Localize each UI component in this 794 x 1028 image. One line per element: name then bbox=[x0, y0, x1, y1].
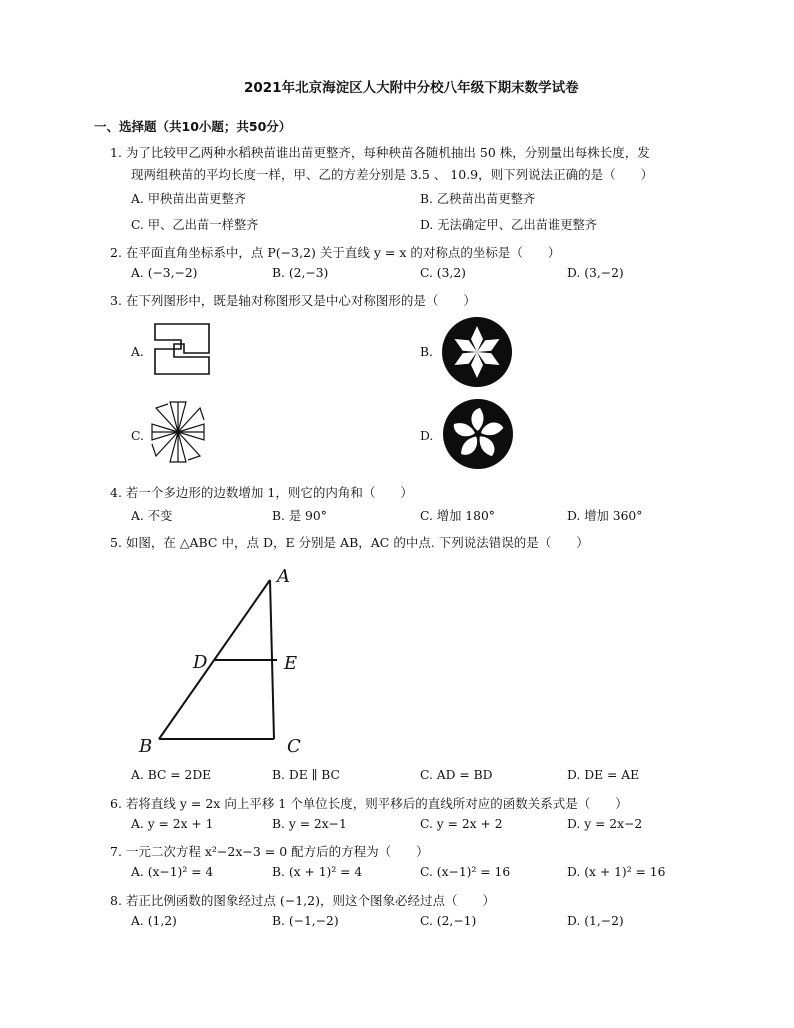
q2-option-c[interactable]: C. (3,2) bbox=[420, 266, 466, 280]
q7-option-b[interactable]: B. (x + 1)² = 4 bbox=[272, 865, 363, 879]
q8-option-c[interactable]: C. (2,−1) bbox=[420, 914, 477, 928]
q5-option-c[interactable]: C. AD = BD bbox=[420, 768, 493, 782]
q3-figure-d bbox=[441, 398, 517, 472]
q3-option-d-label[interactable]: D. bbox=[420, 429, 434, 443]
question-7: 7. 一元二次方程 x²−2x−3 = 0 配方后的方程为（ ） bbox=[110, 844, 429, 859]
section-heading: 一、选择题（共10小题；共50分） bbox=[94, 119, 292, 134]
q2-option-d[interactable]: D. (3,−2) bbox=[567, 266, 624, 280]
vertex-c-label: C bbox=[287, 736, 301, 757]
q3-option-c-label[interactable]: C. bbox=[131, 429, 144, 443]
q3-option-a-label[interactable]: A. bbox=[131, 345, 144, 359]
question-4: 4. 若一个多边形的边数增加 1，则它的内角和（ ） bbox=[110, 485, 413, 500]
vertex-d-label: D bbox=[193, 652, 208, 673]
question-5: 5. 如图，在 △ABC 中，点 D，E 分别是 AB，AC 的中点. 下列说法错误的是（ ） bbox=[110, 535, 589, 550]
q4-option-c[interactable]: C. 增加 180° bbox=[420, 509, 495, 523]
vertex-a-label: A bbox=[277, 566, 290, 587]
q6-option-a[interactable]: A. y = 2x + 1 bbox=[131, 817, 214, 831]
q8-option-b[interactable]: B. (−1,−2) bbox=[272, 914, 339, 928]
q4-option-d[interactable]: D. 增加 360° bbox=[567, 509, 643, 523]
q4-option-a[interactable]: A. 不变 bbox=[131, 509, 173, 523]
q5-option-b[interactable]: B. DE ∥ BC bbox=[272, 768, 340, 782]
q6-option-d[interactable]: D. y = 2x−2 bbox=[567, 817, 643, 831]
q7-option-d[interactable]: D. (x + 1)² = 16 bbox=[567, 865, 666, 879]
q5-option-a[interactable]: A. BC = 2DE bbox=[131, 768, 212, 782]
question-8: 8. 若正比例函数的图象经过点 (−1,2)，则这个图象必经过点（ ） bbox=[110, 893, 495, 908]
q6-option-b[interactable]: B. y = 2x−1 bbox=[272, 817, 347, 831]
q1-option-b[interactable]: B. 乙秧苗出苗更整齐 bbox=[420, 192, 536, 206]
vertex-b-label: B bbox=[139, 736, 153, 757]
q1-option-a[interactable]: A. 甲秧苗出苗更整齐 bbox=[131, 192, 247, 206]
q5-option-d[interactable]: D. DE = AE bbox=[567, 768, 640, 782]
q3-figure-b bbox=[439, 316, 515, 388]
question-1-line-2: 现两组秧苗的平均长度一样，甲、乙的方差分别是 3.5 、 10.9，则下列说法正确的是（ ） bbox=[131, 167, 654, 182]
question-2: 2. 在平面直角坐标系中，点 P(−3,2) 关于直线 y = x 的对称点的坐标是（ ） bbox=[110, 245, 561, 260]
question-6: 6. 若将直线 y = 2x 向上平移 1 个单位长度，则平移后的直线所对应的函数关系式是（ ） bbox=[110, 796, 628, 811]
q6-option-c[interactable]: C. y = 2x + 2 bbox=[420, 817, 503, 831]
q4-option-b[interactable]: B. 是 90° bbox=[272, 509, 327, 523]
q3-figure-c bbox=[148, 398, 208, 466]
q8-option-a[interactable]: A. (1,2) bbox=[131, 914, 177, 928]
q8-option-d[interactable]: D. (1,−2) bbox=[567, 914, 624, 928]
question-1-line-1: 1. 为了比较甲乙两种水稻秧苗谁出苗更整齐，每种秧苗各随机抽出 50 株，分别量出每株长度，发 bbox=[110, 145, 650, 160]
q7-option-a[interactable]: A. (x−1)² = 4 bbox=[131, 865, 214, 879]
q2-option-a[interactable]: A. (−3,−2) bbox=[131, 266, 198, 280]
q1-option-c[interactable]: C. 甲、乙出苗一样整齐 bbox=[131, 218, 259, 232]
page-title: 2021年北京海淀区人大附中分校八年级下期末数学试卷 bbox=[244, 80, 579, 96]
question-3: 3. 在下列图形中，既是轴对称图形又是中心对称图形的是（ ） bbox=[110, 293, 476, 308]
q3-option-b-label[interactable]: B. bbox=[420, 345, 433, 359]
q1-option-d[interactable]: D. 无法确定甲、乙出苗谁更整齐 bbox=[420, 218, 598, 232]
q3-figure-a bbox=[150, 320, 214, 378]
q7-option-c[interactable]: C. (x−1)² = 16 bbox=[420, 865, 511, 879]
vertex-e-label: E bbox=[284, 653, 298, 674]
q5-triangle-figure bbox=[135, 562, 315, 762]
q2-option-b[interactable]: B. (2,−3) bbox=[272, 266, 329, 280]
